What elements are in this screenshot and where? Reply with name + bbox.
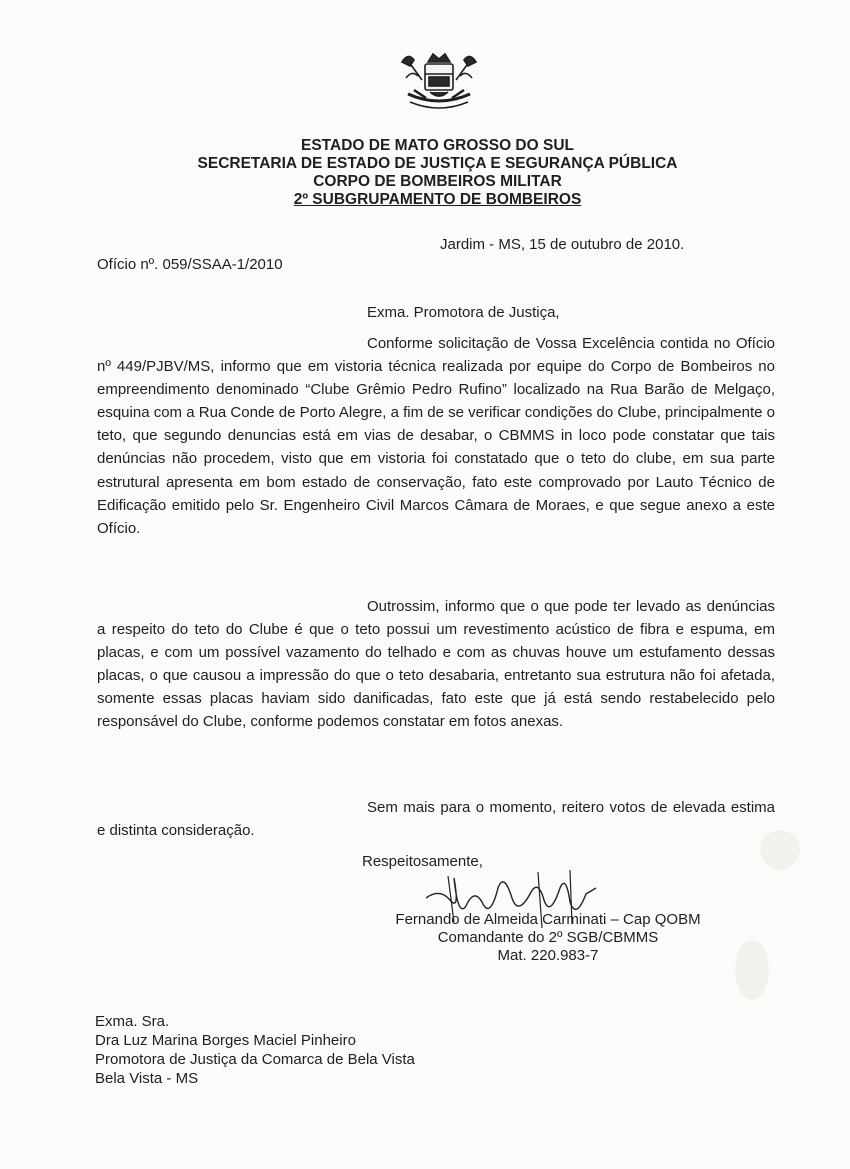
letterhead-corps: CORPO DE BOMBEIROS MILITAR — [313, 173, 562, 190]
addressee-location: Bela Vista - MS — [95, 1070, 199, 1087]
signatory-name: Fernando de Almeida Carminati – Cap QOBM — [395, 911, 701, 928]
fire-brigade-crest-icon — [400, 50, 478, 116]
body-paragraph — [97, 595, 775, 734]
signatory-registration: Mat. 220.983-7 — [497, 947, 599, 964]
paragraph-text: Conforme solicitação de Vossa Excelência contida no Ofício nº 449/PJBV/MS, informo que em vistoria técnica realizada por equipe do Corpo de Bombeiros no empreendimento denominado “Clube Grêmio Pedro Rufino” localizado na Rua Barão de Melgaço, esquina com a Rua Conde de Porto Alegre, a fim de se verificar condições do Clube, principalmente o teto, que segundo denuncias está em vias de desabar, o CBMMS in loco pode constatar que tais denúncias não procedem, visto que em vistoria foi constatado que o teto do clube, em sua parte estrutural apresenta em bom estado de conservação, fato este comprovado por Lauto Técnico de Edificação emitido pelo Sr. Engenheiro Civil Marcos Câmara de Moraes, e que segue anexo a este Ofício. — [97, 335, 775, 537]
closing: Respeitosamente, — [362, 853, 483, 870]
addressee-block — [95, 1012, 415, 1088]
addressee-title: Exma. Sra. — [95, 1013, 170, 1030]
letterhead — [0, 137, 850, 209]
oficio-number: Ofício nº. 059/SSAA-1/2010 — [97, 256, 283, 273]
salutation: Exma. Promotora de Justiça, — [367, 304, 560, 321]
letterhead-secretariat: SECRETARIA DE ESTADO DE JUSTIÇA E SEGURANÇA PÚBLICA — [197, 155, 678, 172]
body-paragraph — [97, 332, 775, 540]
date-line: Jardim - MS, 15 de outubro de 2010. — [440, 236, 685, 253]
letterhead-state: ESTADO DE MATO GROSSO DO SUL — [301, 137, 574, 154]
addressee-position: Promotora de Justiça da Comarca de Bela Vista — [95, 1051, 415, 1068]
signature-block — [374, 911, 722, 965]
letterhead-subgroup: 2º SUBGRUPAMENTO DE BOMBEIROS — [293, 191, 582, 208]
paper-stain — [735, 940, 769, 1000]
body-paragraph — [97, 796, 775, 842]
paragraph-text: Outrossim, informo que o que pode ter levado as denúncias a respeito do teto do Clube é que o teto possui um revestimento acústico de fibra e espuma, em placas, e com um possível vazamento do telhado e com as chuvas houve um estufamento dessas placas, o que causou a impressão do que o teto desabaria, entretanto sua estrutura não foi afetada, somente essas placas haviam sido danificadas, fato este que já está sendo restabelecido pelo responsável do Clube, conforme podemos constatar em fotos anexas. — [97, 598, 775, 731]
paragraph-text: Sem mais para o momento, reitero votos de elevada estima e distinta consideração. — [97, 799, 775, 840]
signatory-role: Comandante do 2º SGB/CBMMS — [437, 929, 659, 946]
addressee-name: Dra Luz Marina Borges Maciel Pinheiro — [95, 1032, 356, 1049]
